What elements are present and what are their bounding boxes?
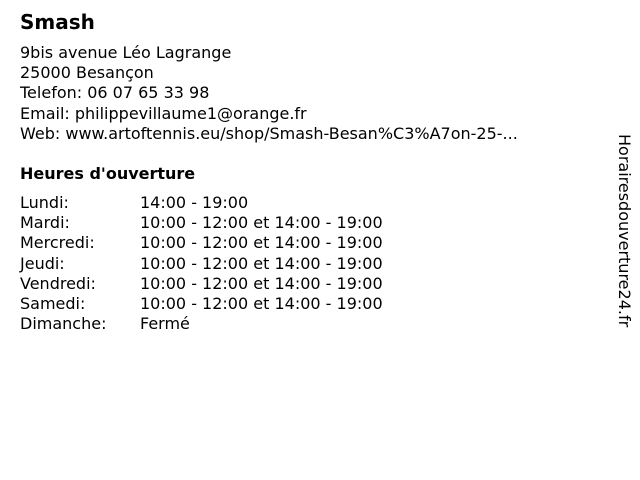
day-label: Vendredi: bbox=[20, 273, 96, 293]
hours-row-samedi bbox=[20, 294, 383, 314]
site-watermark: Horairesdouverture24.fr bbox=[615, 134, 634, 328]
business-name: Smash bbox=[20, 10, 95, 34]
time-value: 10:00 - 12:00 et 14:00 - 19:00 bbox=[140, 273, 383, 293]
day-label: Lundi: bbox=[20, 193, 69, 212]
hours-row-lundi bbox=[20, 193, 383, 213]
hours-row-mercredi bbox=[20, 233, 383, 253]
email-line: Email: philippevillaume1@orange.fr bbox=[20, 103, 307, 123]
hours-row-vendredi bbox=[20, 274, 383, 294]
time-value: 10:00 - 12:00 et 14:00 - 19:00 bbox=[140, 213, 383, 233]
time-value: 10:00 - 12:00 et 14:00 - 19:00 bbox=[140, 294, 383, 314]
hours-heading: Heures d'ouverture bbox=[20, 164, 196, 183]
hours-row-mardi bbox=[20, 213, 383, 233]
day-label: Jeudi: bbox=[20, 253, 65, 273]
opening-hours-table bbox=[20, 193, 383, 334]
day-label: Dimanche: bbox=[20, 314, 107, 334]
day-label: Mardi: bbox=[20, 213, 70, 233]
phone-line: Telefon: 06 07 65 33 98 bbox=[20, 83, 210, 103]
web-line: Web: www.artoftennis.eu/shop/Smash-Besan%C3%A7on-25-... bbox=[20, 123, 518, 143]
city: 25000 Besançon bbox=[20, 63, 154, 83]
hours-row-jeudi bbox=[20, 254, 383, 274]
street-address: 9bis avenue Léo Lagrange bbox=[20, 43, 232, 62]
hours-row-dimanche bbox=[20, 314, 383, 334]
day-label: Samedi: bbox=[20, 294, 86, 314]
time-value: Fermé bbox=[140, 314, 190, 334]
time-value: 10:00 - 12:00 et 14:00 - 19:00 bbox=[140, 233, 383, 253]
time-value: 10:00 - 12:00 et 14:00 - 19:00 bbox=[140, 253, 383, 273]
day-label: Mercredi: bbox=[20, 233, 95, 253]
time-value: 14:00 - 19:00 bbox=[140, 193, 249, 212]
contact-block bbox=[20, 43, 518, 144]
